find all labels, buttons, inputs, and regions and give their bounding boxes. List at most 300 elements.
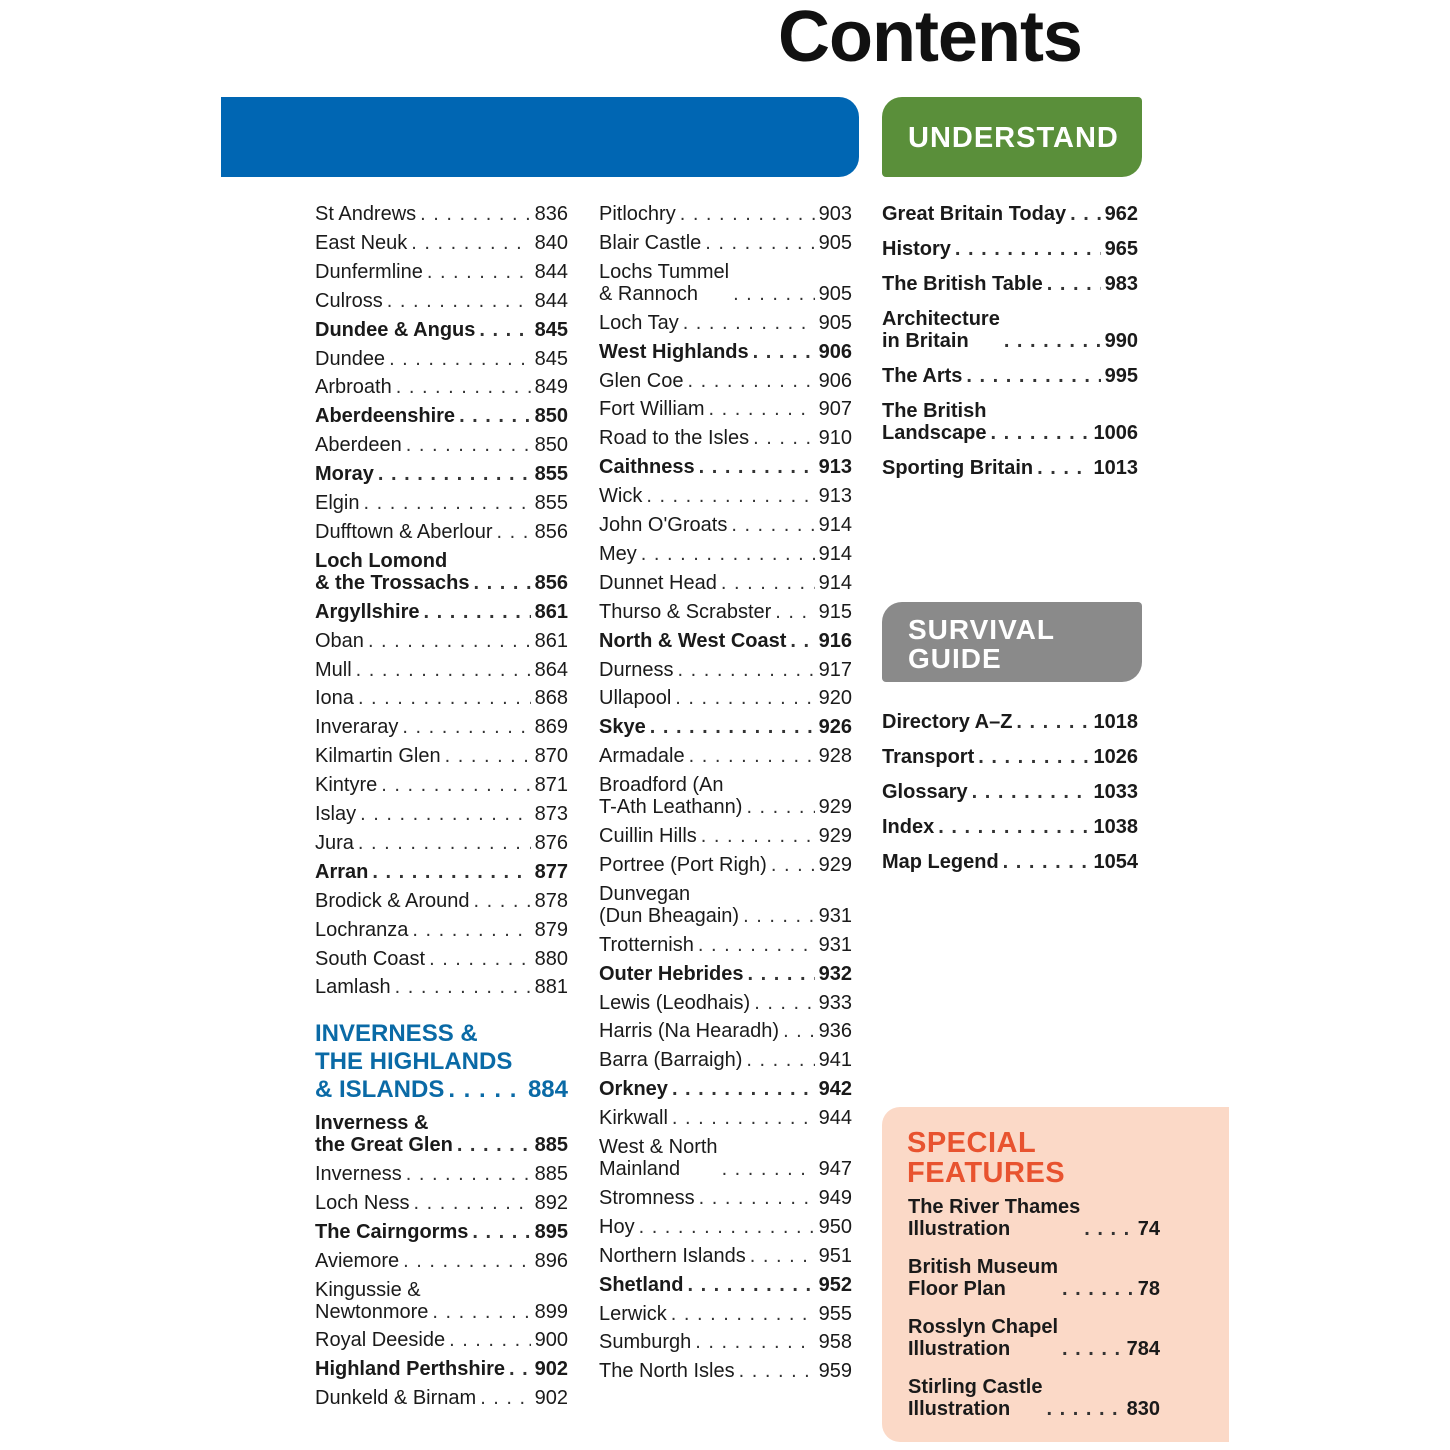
leader-dots: [427, 261, 531, 283]
page-number: 885: [534, 1134, 568, 1156]
toc-entry[interactable]: [599, 1303, 852, 1325]
entry-label: [599, 745, 685, 767]
leader-dots: [743, 905, 815, 927]
toc-entry[interactable]: [599, 514, 852, 536]
entry-label-line: The Cairngorms: [315, 1220, 469, 1243]
toc-entry[interactable]: [315, 803, 568, 825]
entry-label-line: Pitlochry: [599, 203, 676, 225]
entry-label: [882, 816, 934, 838]
entry-label: [315, 521, 493, 543]
toc-entry[interactable]: [315, 1192, 568, 1214]
toc-entry[interactable]: [315, 290, 568, 312]
entry-label: [599, 312, 679, 334]
page-number: 914: [818, 571, 852, 594]
toc-entry[interactable]: [599, 963, 852, 985]
entry-label-line: Road to the Isles: [599, 427, 750, 450]
toc-entry[interactable]: [599, 854, 852, 876]
toc-entry[interactable]: [599, 934, 852, 956]
page-number: 932: [818, 962, 852, 985]
entry-label-line: Outer Hebrides: [599, 962, 744, 985]
toc-entry[interactable]: [315, 550, 568, 594]
entry-label-line: Kilmartin Glen: [315, 745, 441, 768]
entry-label-line: Arran: [315, 860, 369, 883]
leader-dots: [671, 1303, 815, 1325]
toc-entry[interactable]: [315, 716, 568, 738]
toc-entry[interactable]: [908, 1316, 1160, 1360]
page-number: 899: [534, 1300, 568, 1323]
toc-entry[interactable]: [599, 1216, 852, 1238]
entry-label: [315, 319, 475, 341]
leader-dots: [414, 1192, 531, 1214]
entry-label: [315, 434, 402, 456]
leader-dots: [423, 601, 530, 623]
page-number: 836: [534, 203, 568, 225]
toc-entry[interactable]: [882, 238, 1138, 260]
toc-entry[interactable]: [599, 1360, 852, 1382]
page-number: 850: [534, 434, 568, 457]
entry-label: [882, 400, 986, 444]
entry-label-line: Dufftown & Aberlour: [315, 520, 493, 543]
toc-entry[interactable]: [599, 1078, 852, 1100]
toc-entry[interactable]: [599, 232, 852, 254]
toc-entry[interactable]: [315, 261, 568, 283]
entry-label-line: Illustration: [908, 1398, 1011, 1420]
leader-dots: [479, 319, 530, 341]
entry-label-line: Moray: [315, 463, 374, 486]
entry-label: [315, 232, 407, 254]
leader-dots: [698, 934, 815, 956]
entry-label: [599, 659, 673, 681]
toc-entry[interactable]: [599, 687, 852, 709]
toc-entry[interactable]: [882, 203, 1138, 225]
leader-dots: [721, 572, 815, 594]
leader-dots: [372, 861, 530, 883]
page-number: 880: [534, 947, 568, 970]
toc-entry[interactable]: [599, 456, 852, 478]
toc-entry[interactable]: [315, 376, 568, 398]
leader-dots: [448, 1076, 524, 1104]
toc-entry[interactable]: [599, 341, 852, 363]
entry-label-line: Loch Ness: [315, 1191, 410, 1214]
entry-label-line: Sporting Britain: [882, 457, 1034, 479]
entry-label-line: Inverness &: [315, 1112, 429, 1134]
leader-dots: [783, 1020, 815, 1042]
page-number: 959: [818, 1360, 852, 1383]
leader-dots: [459, 405, 531, 427]
toc-entry[interactable]: [882, 746, 1138, 768]
entry-label-line: Stromness: [599, 1186, 695, 1209]
entry-label: [599, 716, 646, 738]
entry-label: [315, 348, 385, 370]
page-number: 877: [534, 860, 568, 883]
entry-label: [315, 687, 354, 709]
toc-entry[interactable]: [599, 883, 852, 927]
entry-label-line: East Neuk: [315, 231, 408, 254]
toc-entry[interactable]: [599, 659, 852, 681]
entry-label: [599, 203, 676, 225]
toc-entry[interactable]: [599, 1107, 852, 1129]
toc-entry[interactable]: [599, 716, 852, 738]
toc-entry[interactable]: [315, 890, 568, 912]
leader-dots: [672, 1107, 815, 1129]
leader-dots: [790, 630, 814, 652]
leader-dots: [701, 825, 815, 847]
leader-dots: [411, 232, 530, 254]
entry-label-line: Dundee & Angus: [315, 318, 476, 341]
toc-entry[interactable]: [908, 1376, 1160, 1420]
page-number: 947: [818, 1158, 852, 1180]
region-heading-line3: & ISLANDS: [315, 1076, 445, 1103]
entry-label-line: John O'Groats: [599, 514, 728, 536]
leader-dots: [972, 781, 1090, 803]
entry-label: [599, 934, 694, 956]
entry-label: [315, 832, 354, 854]
toc-entry[interactable]: [882, 308, 1138, 352]
leader-dots: [403, 1250, 531, 1272]
toc-entry[interactable]: [599, 370, 852, 392]
leader-dots: [396, 376, 531, 398]
entry-label-line: Thurso & Scrabster: [599, 600, 772, 623]
entry-label: [315, 630, 364, 652]
entry-label-line: Directory A–Z: [882, 711, 1013, 733]
leader-dots: [750, 1245, 815, 1267]
page-number: 844: [534, 260, 568, 283]
entry-label: [882, 711, 1012, 733]
section-banner: [221, 97, 859, 177]
toc-entry[interactable]: [882, 851, 1138, 873]
entry-label: [315, 1112, 453, 1156]
leader-dots: [709, 398, 815, 420]
toc-entry[interactable]: [599, 1245, 852, 1267]
entry-label-line: Trotternish: [599, 933, 694, 956]
entry-label-line: Loch Tay: [599, 311, 679, 334]
leader-dots: [1062, 1278, 1134, 1300]
special-header-line1: SPECIAL: [907, 1127, 1037, 1159]
toc-entry[interactable]: [315, 861, 568, 883]
leader-dots: [406, 1163, 531, 1185]
page-number: 907: [818, 398, 852, 421]
survival-guide-header: [882, 602, 1142, 682]
page-number: 870: [534, 745, 568, 768]
toc-entry[interactable]: [315, 1221, 568, 1243]
page-number: 962: [1104, 203, 1138, 225]
entry-label-line: North & West Coast: [599, 629, 787, 652]
toc-entry[interactable]: [599, 572, 852, 594]
toc-entry[interactable]: [599, 203, 852, 225]
leader-dots: [705, 232, 814, 254]
toc-entry[interactable]: [882, 457, 1138, 479]
toc-entry[interactable]: [315, 405, 568, 427]
leader-dots: [360, 803, 531, 825]
page-number: 830: [1126, 1398, 1160, 1420]
toc-entry[interactable]: [599, 745, 852, 767]
page-number: 926: [818, 716, 852, 739]
page-number: 1038: [1093, 816, 1138, 838]
entry-label: [315, 1192, 410, 1214]
entry-label-line: Wick: [599, 485, 643, 508]
leader-dots: [978, 746, 1089, 768]
toc-entry[interactable]: [599, 1020, 852, 1042]
toc-entry[interactable]: [315, 348, 568, 370]
leader-dots: [938, 816, 1089, 838]
entry-label-line: in Britain: [882, 330, 969, 352]
entry-label-line: Illustration: [908, 1338, 1011, 1360]
entry-label-line: The North Isles: [599, 1360, 735, 1383]
page-number: 931: [818, 904, 852, 927]
leader-dots: [675, 687, 814, 709]
toc-entry[interactable]: [315, 919, 568, 941]
entry-label: [315, 716, 398, 738]
entry-label: [315, 774, 377, 796]
toc-entry[interactable]: [599, 1331, 852, 1353]
toc-entry[interactable]: [315, 1387, 568, 1409]
toc-entry[interactable]: [599, 1274, 852, 1296]
leader-dots: [1047, 273, 1101, 295]
leader-dots: [449, 1329, 531, 1351]
leader-dots: [387, 290, 531, 312]
leader-dots: [381, 774, 530, 796]
page-number: 892: [534, 1191, 568, 1214]
page-number: 900: [534, 1329, 568, 1352]
toc-entry[interactable]: [599, 485, 852, 507]
entry-label-line: West & North: [599, 1136, 718, 1158]
toc-entry[interactable]: [599, 312, 852, 334]
toc-entry[interactable]: [908, 1196, 1160, 1240]
leader-dots: [739, 1360, 815, 1382]
toc-entry[interactable]: [882, 273, 1138, 295]
page-number: 871: [534, 774, 568, 797]
page-number: 902: [534, 1387, 568, 1410]
page-number: 995: [1104, 365, 1138, 387]
toc-entry[interactable]: [315, 203, 568, 225]
entry-label-line: Cuillin Hills: [599, 825, 697, 847]
leader-dots: [358, 687, 531, 709]
entry-label-line: The Arts: [882, 365, 963, 387]
toc-entry[interactable]: [599, 992, 852, 1014]
toc-entry[interactable]: [315, 521, 568, 543]
toc-entry[interactable]: [315, 687, 568, 709]
entry-label: [315, 405, 455, 427]
page-number: 903: [818, 203, 852, 225]
entry-label-line: Aviemore: [315, 1249, 400, 1272]
entry-label-line: Mull: [315, 658, 352, 681]
leader-dots: [1003, 851, 1090, 873]
special-header-line2: FEATURES: [907, 1157, 1066, 1189]
entry-label-line: Royal Deeside: [315, 1329, 446, 1352]
toc-entry[interactable]: [599, 774, 852, 818]
leader-dots: [688, 370, 815, 392]
toc-entry[interactable]: [315, 492, 568, 514]
leader-dots: [687, 1274, 814, 1296]
entry-label-line: Kingussie &: [315, 1278, 421, 1301]
leader-dots: [733, 283, 815, 305]
leader-dots: [747, 963, 814, 985]
entry-label: [599, 1049, 742, 1071]
toc-entry[interactable]: [599, 398, 852, 420]
entry-label: [599, 1331, 691, 1353]
toc-entry[interactable]: [315, 601, 568, 623]
page-number: 965: [1104, 238, 1138, 260]
leader-dots: [775, 601, 814, 623]
leader-dots: [420, 203, 530, 225]
entry-label: [315, 1329, 445, 1351]
leader-dots: [457, 1134, 531, 1156]
entry-label-line: Inverness: [315, 1162, 402, 1185]
toc-entry[interactable]: [315, 976, 568, 998]
leader-dots: [412, 919, 530, 941]
page-number: 861: [534, 629, 568, 652]
toc-entry[interactable]: [315, 1250, 568, 1272]
entry-label-line: Culross: [315, 289, 383, 312]
page-number: 942: [818, 1078, 852, 1101]
toc-entry[interactable]: [315, 463, 568, 485]
entry-label-line: Dunkeld & Birnam: [315, 1387, 477, 1410]
toc-entry[interactable]: [908, 1256, 1160, 1300]
toc-entry[interactable]: [599, 427, 852, 449]
entry-label: [599, 261, 729, 305]
entry-label-line: Sumburgh: [599, 1331, 692, 1354]
toc-entry[interactable]: [315, 232, 568, 254]
leader-dots: [754, 992, 814, 1014]
toc-entry[interactable]: [882, 781, 1138, 803]
toc-entry[interactable]: [315, 832, 568, 854]
entry-label-line: Aberdeenshire: [315, 405, 456, 428]
page-number: 915: [818, 600, 852, 623]
entry-label: [315, 659, 352, 681]
entry-label: [315, 463, 374, 485]
leader-dots: [1070, 203, 1101, 225]
toc-entry[interactable]: [315, 1279, 568, 1323]
entry-label-line: Fort William: [599, 398, 705, 421]
special-features-header: [907, 1128, 1065, 1188]
leader-dots: [1004, 330, 1101, 352]
survival-header-line1: SURVIVAL: [908, 614, 1055, 645]
toc-entry[interactable]: [315, 630, 568, 652]
entry-label-line: Inveraray: [315, 716, 399, 739]
entry-label: [599, 883, 739, 927]
toc-entry[interactable]: [599, 543, 852, 565]
entry-label-line: Newtonmore: [315, 1300, 429, 1323]
entry-label: [599, 854, 767, 876]
entry-label: [599, 687, 671, 709]
entry-label-line: Hoy: [599, 1215, 635, 1238]
toc-entry[interactable]: [599, 630, 852, 652]
page-number: 950: [818, 1215, 852, 1238]
page-number: 1006: [1093, 422, 1138, 444]
toc-entry[interactable]: [315, 1329, 568, 1351]
entry-label: [315, 1221, 468, 1243]
leader-dots: [680, 203, 815, 225]
leader-dots: [368, 630, 531, 652]
entry-label-line: & the Trossachs: [315, 571, 470, 594]
entry-label-line: Aberdeen: [315, 434, 402, 457]
entry-label-line: Elgin: [315, 492, 360, 514]
entry-label: [599, 572, 717, 594]
entry-label: [315, 203, 416, 225]
leader-dots: [358, 832, 531, 854]
toc-entry[interactable]: [882, 711, 1138, 733]
page-title: Contents: [778, 0, 1082, 77]
entry-label: [315, 1387, 476, 1409]
toc-entry[interactable]: [599, 601, 852, 623]
entry-label-line: Floor Plan: [908, 1278, 1006, 1300]
toc-entry[interactable]: [599, 825, 852, 847]
entry-label: [599, 370, 684, 392]
toc-entry[interactable]: [599, 1187, 852, 1209]
page-number: 840: [534, 231, 568, 254]
leader-dots: [1016, 711, 1089, 733]
page-number: 861: [534, 600, 568, 623]
entry-label-line: Dundee: [315, 347, 386, 370]
entry-label: [315, 745, 441, 767]
entry-label-line: Oban: [315, 629, 364, 652]
page-number: 845: [534, 347, 568, 370]
entry-label-line: Glossary: [882, 781, 968, 803]
toc-entry[interactable]: [315, 745, 568, 767]
toc-entry[interactable]: [882, 400, 1138, 444]
leader-dots: [497, 521, 531, 543]
entry-label-line: the Great Glen: [315, 1134, 453, 1156]
entry-label: [315, 376, 392, 398]
entry-label: [882, 273, 1043, 295]
page-number: 928: [818, 745, 852, 768]
entry-label: [315, 1250, 399, 1272]
toc-entry[interactable]: [315, 774, 568, 796]
page-number: 895: [534, 1220, 568, 1243]
toc-entry[interactable]: [315, 434, 568, 456]
toc-entry[interactable]: [315, 1163, 568, 1185]
toc-entry[interactable]: [315, 659, 568, 681]
toc-entry[interactable]: [882, 816, 1138, 838]
entry-label: [315, 601, 419, 623]
toc-entry[interactable]: [599, 1049, 852, 1071]
page-number: 856: [534, 571, 568, 594]
entry-label: [882, 365, 962, 387]
page-number: 855: [534, 492, 568, 514]
page-number: 916: [818, 629, 852, 652]
leader-dots: [378, 463, 531, 485]
entry-label: [599, 427, 749, 449]
entry-label-line: British Museum: [908, 1256, 1059, 1278]
page-number: 936: [818, 1020, 852, 1043]
toc-entry[interactable]: [315, 319, 568, 341]
entry-label: [315, 948, 425, 970]
toc-entry[interactable]: [599, 1136, 852, 1180]
entry-label: [315, 919, 408, 941]
toc-entry[interactable]: [315, 948, 568, 970]
entry-label-line: Mey: [599, 542, 637, 565]
toc-entry[interactable]: [882, 365, 1138, 387]
entry-label-line: Barra (Barraigh): [599, 1049, 743, 1072]
entry-label: [315, 976, 391, 998]
entry-label-line: South Coast: [315, 947, 426, 970]
toc-entry[interactable]: [315, 1112, 568, 1156]
page-number: 913: [818, 456, 852, 479]
page-number: 958: [818, 1331, 852, 1354]
region-heading-line2: THE HIGHLANDS: [315, 1048, 513, 1075]
leader-dots: [1084, 1218, 1133, 1240]
entry-label-line: Armadale: [599, 745, 685, 768]
toc-entry[interactable]: [599, 261, 852, 305]
region-heading[interactable]: [315, 1020, 568, 1104]
toc-entry[interactable]: [315, 1358, 568, 1380]
entry-label: [882, 746, 974, 768]
page-number: 990: [1104, 330, 1138, 352]
page-number: 1054: [1093, 851, 1138, 873]
entry-label-line: Portree (Port Righ): [599, 853, 767, 876]
leader-dots: [389, 348, 531, 370]
page-number: 1013: [1093, 457, 1138, 479]
